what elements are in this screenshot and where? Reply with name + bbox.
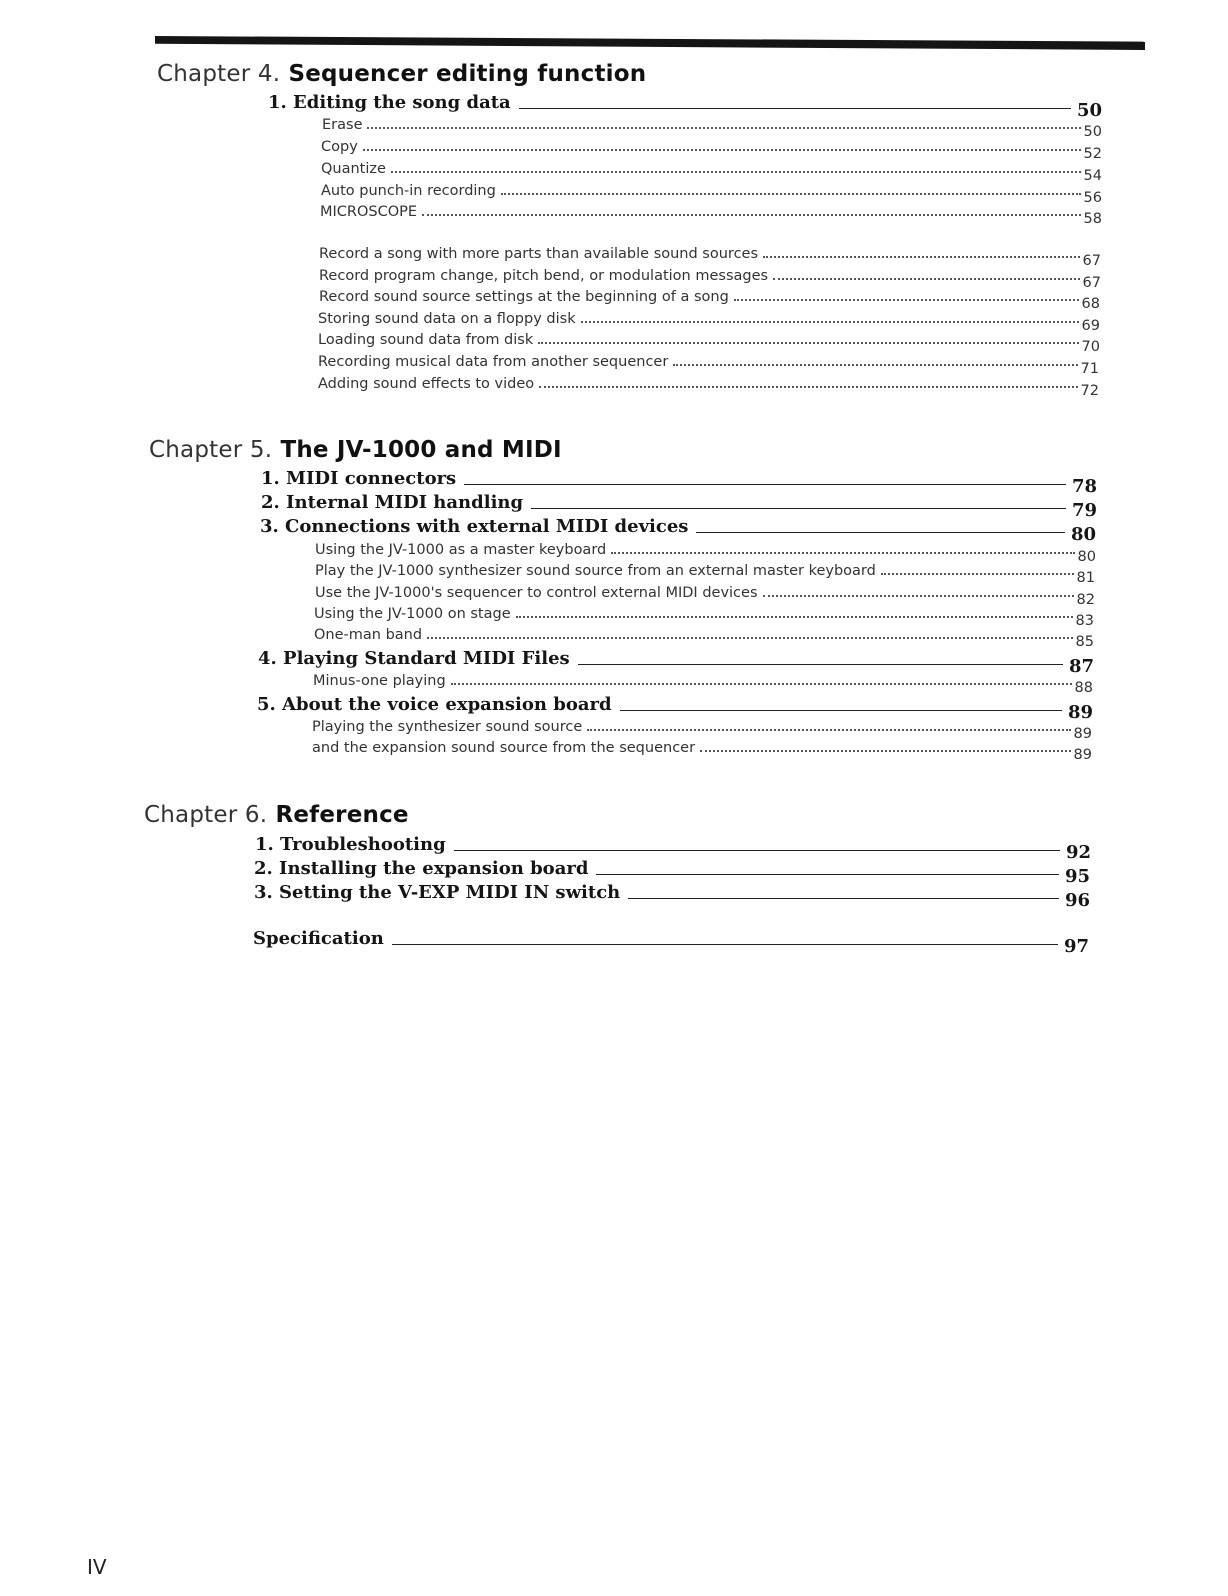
item-title: and the expansion sound source from the sequencer <box>312 740 696 756</box>
leader-dots <box>611 552 1074 554</box>
toc-section[interactable] <box>254 882 1090 911</box>
chapter-6-label: Chapter 6. <box>144 802 268 828</box>
section-title: Specification <box>253 928 384 949</box>
page-ref: 82 <box>1076 592 1095 608</box>
item-title: Playing the synthesizer sound source <box>312 719 583 735</box>
toc-item[interactable] <box>321 183 1102 206</box>
item-title: Erase <box>322 117 363 133</box>
page-ref: 71 <box>1080 361 1099 377</box>
item-title: Play the JV-1000 synthesizer sound source from an external master keyboard <box>315 563 876 579</box>
page-ref: 87 <box>1068 656 1094 677</box>
toc-section[interactable] <box>261 468 1097 497</box>
leader-line <box>696 532 1065 533</box>
section-title: 2. Installing the expansion board <box>254 858 589 879</box>
page-ref: 92 <box>1065 842 1091 863</box>
page-ref: 85 <box>1075 634 1094 650</box>
chapter-4-label: Chapter 4. <box>157 61 281 87</box>
section-title: 2. Internal MIDI handling <box>261 492 524 513</box>
page-ref: 67 <box>1082 253 1101 269</box>
page-ref: 97 <box>1063 936 1089 957</box>
page-ref: 68 <box>1081 296 1100 312</box>
item-title: MICROSCOPE <box>320 204 418 220</box>
leader-line <box>620 710 1062 711</box>
leader-dots <box>673 364 1077 366</box>
toc-section[interactable] <box>255 834 1091 863</box>
leader-dots <box>700 750 1071 752</box>
toc-section[interactable] <box>260 516 1096 545</box>
item-title: Record sound source settings at the beginning of a song <box>319 289 729 305</box>
toc-item[interactable] <box>315 585 1095 608</box>
chapter-5-name: The JV-1000 and MIDI <box>280 437 562 463</box>
item-title: Using the JV-1000 as a master keyboard <box>315 542 607 558</box>
item-title: Auto punch-in recording <box>321 183 496 199</box>
toc-item[interactable] <box>312 719 1092 742</box>
toc-item[interactable] <box>321 161 1102 184</box>
leader-line <box>454 850 1060 851</box>
item-title: Adding sound effects to video <box>318 376 535 392</box>
leader-line <box>578 664 1063 665</box>
leader-line <box>531 508 1066 509</box>
leader-dots <box>427 637 1072 639</box>
leader-dots <box>763 256 1080 258</box>
page-ref: 69 <box>1081 318 1100 334</box>
item-title: Using the JV-1000 on stage <box>314 606 511 622</box>
section-title: 3. Setting the V-EXP MIDI IN switch <box>254 882 621 903</box>
page-ref: 88 <box>1074 680 1093 696</box>
page-ref: 89 <box>1067 702 1093 723</box>
leader-dots <box>587 729 1070 731</box>
leader-dots <box>391 171 1081 173</box>
header-rule <box>155 36 1145 50</box>
toc-section[interactable] <box>257 694 1093 723</box>
section-title: 1. MIDI connectors <box>261 468 457 489</box>
toc-item[interactable] <box>319 289 1100 312</box>
toc-item[interactable] <box>315 542 1096 565</box>
item-title: Loading sound data from disk <box>318 332 534 348</box>
item-title: Record a song with more parts than available sound sources <box>319 246 759 262</box>
page-number: IV <box>87 1555 107 1579</box>
leader-dots <box>451 683 1072 685</box>
toc-item[interactable] <box>314 627 1094 650</box>
item-title: Recording musical data from another sequencer <box>318 354 669 370</box>
leader-line <box>519 108 1071 109</box>
page-ref: 79 <box>1071 500 1097 521</box>
toc-item[interactable] <box>318 311 1100 334</box>
page-ref: 80 <box>1070 524 1096 545</box>
leader-dots <box>363 149 1081 151</box>
leader-dots <box>422 214 1081 216</box>
page-ref: 89 <box>1073 747 1092 763</box>
toc-item[interactable] <box>322 117 1102 140</box>
page-ref: 72 <box>1080 383 1099 399</box>
item-title: Minus-one playing <box>313 673 446 689</box>
page-ref: 95 <box>1064 866 1090 887</box>
toc-item[interactable] <box>315 563 1095 586</box>
leader-dots <box>581 321 1079 323</box>
item-title: Copy <box>321 139 358 155</box>
chapter-5-label: Chapter 5. <box>149 437 273 463</box>
toc-item[interactable] <box>319 246 1101 269</box>
chapter-6-name: Reference <box>275 802 409 828</box>
toc-item[interactable] <box>319 268 1101 291</box>
leader-dots <box>539 386 1077 388</box>
page-ref: 50 <box>1076 100 1102 121</box>
leader-line <box>628 898 1059 899</box>
page-ref: 96 <box>1064 890 1090 911</box>
section-title: 3. Connections with external MIDI devices <box>260 516 689 537</box>
page-ref: 83 <box>1075 613 1094 629</box>
page-ref: 70 <box>1081 339 1100 355</box>
leader-dots <box>881 573 1074 575</box>
page-ref: 54 <box>1083 168 1102 184</box>
toc-section[interactable] <box>261 492 1097 521</box>
leader-line <box>596 874 1059 875</box>
chapter-6-title <box>144 802 409 828</box>
toc-item[interactable] <box>314 606 1094 629</box>
page-ref: 52 <box>1083 146 1102 162</box>
section-title: 5. About the voice expansion board <box>257 694 612 715</box>
toc-item[interactable] <box>321 139 1102 162</box>
toc-section[interactable] <box>254 858 1090 887</box>
leader-dots <box>734 299 1079 301</box>
toc-item[interactable] <box>318 332 1100 355</box>
leader-dots <box>763 595 1074 597</box>
item-title: Quantize <box>321 161 386 177</box>
page-ref: 58 <box>1083 211 1102 227</box>
toc-section[interactable] <box>253 928 1089 957</box>
page-ref: 50 <box>1083 124 1102 140</box>
toc-item[interactable] <box>318 376 1099 399</box>
item-title: Storing sound data on a floppy disk <box>318 311 576 327</box>
page-ref: 67 <box>1082 275 1101 291</box>
item-title: Use the JV-1000's sequencer to control external MIDI devices <box>315 585 758 601</box>
page-ref: 81 <box>1076 570 1095 586</box>
leader-dots <box>516 616 1073 618</box>
toc-item[interactable] <box>318 354 1099 377</box>
leader-line <box>392 944 1058 945</box>
page-ref: 80 <box>1077 549 1096 565</box>
leader-dots <box>538 342 1078 344</box>
section-title: 1. Troubleshooting <box>255 834 446 855</box>
leader-dots <box>367 127 1080 129</box>
item-title: One-man band <box>314 627 423 643</box>
leader-dots <box>773 278 1079 280</box>
toc-section[interactable] <box>268 92 1102 121</box>
page-ref: 56 <box>1083 190 1102 206</box>
toc-item[interactable] <box>312 740 1092 763</box>
chapter-4-title <box>157 61 646 87</box>
section-title: 4. Playing Standard MIDI Files <box>258 648 570 669</box>
leader-dots <box>501 193 1081 195</box>
section-title: 1. Editing the song data <box>268 92 511 113</box>
toc-section[interactable] <box>258 648 1094 677</box>
leader-line <box>464 484 1066 485</box>
item-title: Record program change, pitch bend, or modulation messages <box>319 268 769 284</box>
toc-item[interactable] <box>320 204 1102 227</box>
chapter-4-name: Sequencer editing function <box>288 61 647 87</box>
chapter-5-title <box>149 437 562 463</box>
page-ref: 78 <box>1071 476 1097 497</box>
page-ref: 89 <box>1073 726 1092 742</box>
toc-item[interactable] <box>313 673 1093 696</box>
